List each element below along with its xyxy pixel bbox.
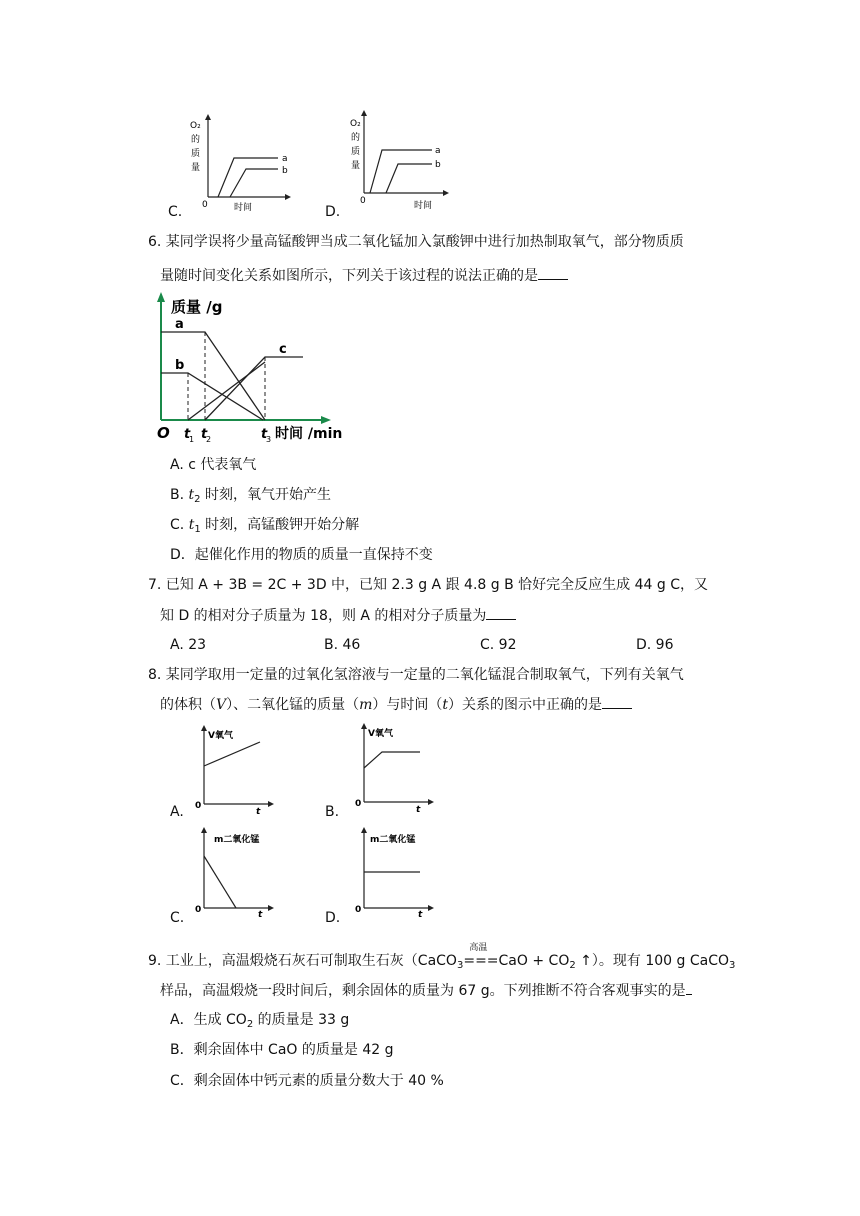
q9-stem-text-b: ===CaO + CO [463,953,570,969]
q5d-ylabel-4: 量 [351,161,361,171]
q6-answer-blank[interactable] [538,265,568,280]
q6-option-b-sub: 2 [194,494,201,505]
q9-option-c[interactable]: C．剩余固体中钙元素的质量分数大于 40 % [170,1073,444,1089]
q6-option-c-var: t [188,517,195,533]
q6-option-c-prefix: C. [170,517,189,533]
q7-option-c[interactable]: C. 92 [480,637,517,653]
q9-stem-line-2-text: 样品，高温煅烧一段时间后，剩余固体的质量为 67 g。下列推断不符合客观事实的是 [160,983,686,999]
q9-option-a-sub: 2 [246,1019,254,1030]
q5-option-c[interactable]: C. [168,204,183,220]
q8-graph-a [190,724,280,816]
q5c-xlabel: 时间 [234,203,253,212]
q9-sub-2: 2 [569,960,576,971]
q6-t1: t [184,427,191,442]
q6-stem-line-2-text: 量随时间变化关系如图所示，下列关于该过程的说法正确的是 [160,268,538,284]
q6-t3-sub: 3 [266,435,272,444]
q9-stem-line-1 [148,943,736,976]
q8b-origin: 0 [355,799,362,809]
q8-answer-blank[interactable] [602,694,632,709]
q8c-origin: 0 [195,905,202,915]
q5c-ylabel-4: 量 [191,163,201,173]
q9-option-a-text: 的质量是 33 g [253,1012,350,1028]
q9-answer-blank[interactable] [686,980,692,995]
q6-curve-b-label: b [175,358,185,373]
q7-stem-line-1: 7. 已知 A + 3B = 2C + 3D 中，已知 2.3 g A 跟 4.8 g B 恰好完全反应生成 44 g C，又 [148,577,708,593]
q5-graph-d-svg [346,108,456,212]
q9-reaction-condition: 高温 [469,943,488,953]
q8a-ylabel: V氧气 [208,731,233,741]
q6-t3: t [261,427,268,442]
q7-option-a[interactable]: A. 23 [170,637,207,653]
q8a-xlabel: t [256,807,261,816]
q5d-xlabel: 时间 [414,201,433,211]
q8-option-a[interactable]: A. [170,804,184,820]
q6-option-c-sub: 1 [194,524,201,535]
q6-option-c[interactable] [170,515,359,540]
q6-curve-c-label: c [279,342,287,357]
q9-stem-line-2 [160,980,692,1001]
q8d-ylabel: m二氧化锰 [370,835,416,845]
q8-stem-text-a: 的体积（ [160,697,216,713]
q6-curve-a-label: a [175,317,184,332]
q6-origin: O [157,424,170,442]
q5d-ylabel-1: O₂ [350,119,361,129]
q8-stem-text-b: ）、二氧化锰的质量（ [226,697,360,713]
q8d-origin: 0 [355,905,362,915]
q8-stem-line-1: 8. 某同学取用一定量的过氧化氢溶液与一定量的二氧化锰混合制取氧气，下列有关氧气 [148,667,684,683]
q8-stem-var-t: t [442,697,449,713]
q6-t1-sub: 1 [189,435,195,444]
q5c-ylabel-2: 的 [191,135,201,145]
q5d-origin: 0 [360,196,366,206]
q6-option-b-text: 时刻，氧气开始产生 [200,487,331,503]
q8-graph-d [350,826,440,920]
q8-graph-c [190,826,280,920]
q5c-curve-a-label: a [282,154,288,164]
q5c-curve-b-label: b [282,166,288,176]
q6-option-b-var: t [188,487,195,503]
q8-stem-text-c: ）与时间（ [372,697,443,713]
q8a-origin: 0 [195,801,202,811]
q5c-ylabel-3: 质 [191,149,201,159]
q5d-ylabel-2: 的 [351,133,361,143]
q5c-ylabel-1: O₂ [190,121,201,131]
q9-sub-3a: 3 [456,960,464,971]
q7-stem-line-2-text: 知 D 的相对分子质量为 18，则 A 的相对分子质量为 [160,608,487,624]
q7-stem-line-2 [160,605,516,626]
q6-t2: t [201,427,208,442]
q6-graph-svg [155,290,350,448]
q6-xlabel: 时间 /min [275,426,343,442]
q5-graph-c-svg [188,112,298,212]
q8-graph-c-svg [190,826,280,920]
q8-graph-b [350,722,440,816]
q9-stem-text-c: ↑）。现有 100 g CaCO [575,953,730,969]
q8-stem-var-v: V [216,697,227,713]
q8-option-b[interactable]: B. [325,804,340,820]
q7-answer-blank[interactable] [486,605,516,620]
q6-stem-line-2 [160,265,568,286]
q9-sub-3b: 3 [729,960,736,971]
q8-option-d[interactable]: D. [325,910,341,926]
q6-graph [155,290,350,448]
q8-stem-text-d: ）关系的图示中正确的是 [448,697,603,713]
q8c-xlabel: t [258,910,263,920]
q5d-curve-a-label: a [435,146,441,156]
q6-t2-sub: 2 [206,435,212,444]
q5-option-d[interactable]: D. [325,204,341,220]
q8-stem-line-2 [160,694,632,715]
q9-option-b[interactable]: B．剩余固体中 CaO 的质量是 42 g [170,1042,394,1058]
q5d-ylabel-3: 质 [351,147,361,157]
q5d-curve-b-label: b [435,160,441,170]
q5c-origin: 0 [202,200,208,210]
q6-option-c-text: 时刻，高锰酸钾开始分解 [200,517,360,533]
q6-stem-line-1: 6. 某同学误将少量高锰酸钾当成二氧化锰加入氯酸钾中进行加热制取氧气，部分物质质 [148,234,684,250]
q8-graph-a-svg [190,724,280,816]
q9-option-a[interactable] [170,1010,349,1035]
q8b-ylabel: V氧气 [368,729,393,739]
q5-graph-d [346,108,456,212]
q8c-ylabel: m二氧化锰 [214,835,260,845]
q8-graph-d-svg [350,826,440,920]
q6-option-b[interactable] [170,485,331,510]
q7-option-d[interactable]: D. 96 [636,637,674,653]
q7-option-b[interactable]: B. 46 [324,637,361,653]
q8-graph-b-svg [350,722,440,816]
q6-option-a[interactable]: A. c 代表氧气 [170,457,257,473]
q6-ylabel: 质量 /g [171,298,223,316]
q9-option-a-prefix: A．生成 CO [170,1012,247,1028]
q8-stem-var-m: m [359,697,373,713]
q5-graph-c [188,112,298,212]
q6-option-b-prefix: B. [170,487,189,503]
q8d-xlabel: t [418,910,423,920]
q6-option-d[interactable]: D．起催化作用的物质的质量一直保持不变 [170,547,433,563]
q8b-xlabel: t [416,805,421,815]
q9-stem-text-a: 9. 工业上，高温煅烧石灰石可制取生石灰（CaCO [148,953,457,969]
q8-option-c[interactable]: C. [170,910,185,926]
